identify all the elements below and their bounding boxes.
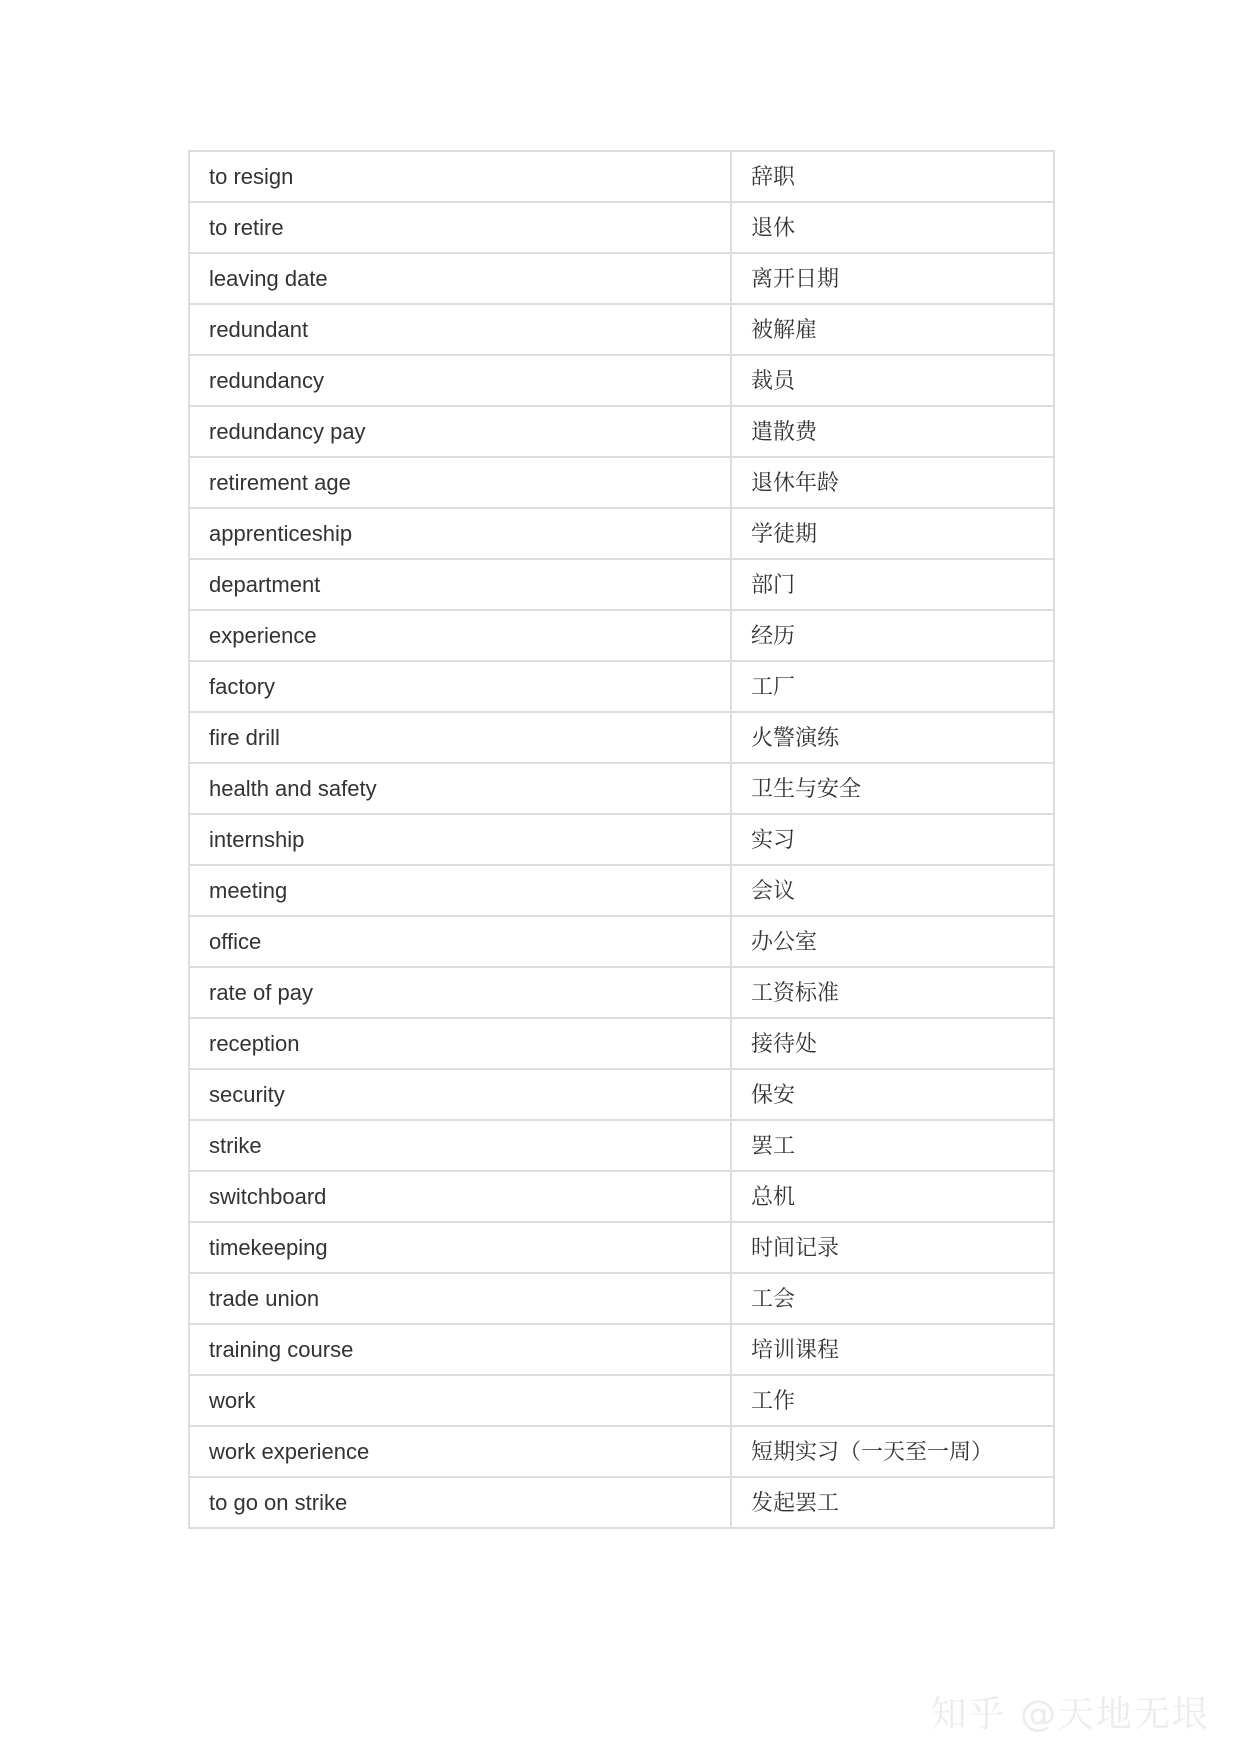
- chinese-translation: 遣散费: [731, 406, 1054, 457]
- table-row: [189, 1273, 1054, 1324]
- english-term: redundancy: [189, 355, 731, 406]
- english-term: to go on strike: [189, 1477, 731, 1528]
- table-row: [189, 1069, 1054, 1120]
- chinese-translation: 退休年龄: [731, 457, 1054, 508]
- english-term: trade union: [189, 1273, 731, 1324]
- english-term: retirement age: [189, 457, 731, 508]
- chinese-translation: 退休: [731, 202, 1054, 253]
- english-term: to resign: [189, 151, 731, 202]
- english-term: redundant: [189, 304, 731, 355]
- chinese-translation: 工资标准: [731, 967, 1054, 1018]
- chinese-translation: 离开日期: [731, 253, 1054, 304]
- english-term: internship: [189, 814, 731, 865]
- vocabulary-table: [188, 150, 1055, 1529]
- english-term: timekeeping: [189, 1222, 731, 1273]
- table-row: [189, 967, 1054, 1018]
- chinese-translation: 总机: [731, 1171, 1054, 1222]
- chinese-translation: 工作: [731, 1375, 1054, 1426]
- chinese-translation: 时间记录: [731, 1222, 1054, 1273]
- english-term: training course: [189, 1324, 731, 1375]
- chinese-translation: 保安: [731, 1069, 1054, 1120]
- table-row: [189, 763, 1054, 814]
- chinese-translation: 实习: [731, 814, 1054, 865]
- table-row: [189, 1477, 1054, 1528]
- chinese-translation: 发起罢工: [731, 1477, 1054, 1528]
- english-term: fire drill: [189, 712, 731, 763]
- chinese-translation: 学徒期: [731, 508, 1054, 559]
- english-term: rate of pay: [189, 967, 731, 1018]
- english-term: office: [189, 916, 731, 967]
- chinese-translation: 卫生与安全: [731, 763, 1054, 814]
- table-row: [189, 610, 1054, 661]
- english-term: factory: [189, 661, 731, 712]
- chinese-translation: 会议: [731, 865, 1054, 916]
- table-row: [189, 1018, 1054, 1069]
- table-row: [189, 508, 1054, 559]
- english-term: strike: [189, 1120, 731, 1171]
- table-row: [189, 1426, 1054, 1477]
- chinese-translation: 接待处: [731, 1018, 1054, 1069]
- english-term: reception: [189, 1018, 731, 1069]
- table-row: [189, 559, 1054, 610]
- chinese-translation: 被解雇: [731, 304, 1054, 355]
- table-row: [189, 1324, 1054, 1375]
- chinese-translation: 办公室: [731, 916, 1054, 967]
- chinese-translation: 工会: [731, 1273, 1054, 1324]
- chinese-translation: 部门: [731, 559, 1054, 610]
- chinese-translation: 火警演练: [731, 712, 1054, 763]
- table-row: [189, 457, 1054, 508]
- english-term: health and safety: [189, 763, 731, 814]
- table-row: [189, 253, 1054, 304]
- english-term: switchboard: [189, 1171, 731, 1222]
- table-row: [189, 661, 1054, 712]
- table-row: [189, 202, 1054, 253]
- chinese-translation: 经历: [731, 610, 1054, 661]
- table-row: [189, 151, 1054, 202]
- table-row: [189, 1120, 1054, 1171]
- english-term: security: [189, 1069, 731, 1120]
- english-term: work: [189, 1375, 731, 1426]
- chinese-translation: 裁员: [731, 355, 1054, 406]
- table-row: [189, 865, 1054, 916]
- chinese-translation: 短期实习（一天至一周）: [731, 1426, 1054, 1477]
- table-row: [189, 916, 1054, 967]
- english-term: to retire: [189, 202, 731, 253]
- table-row: [189, 1171, 1054, 1222]
- vocabulary-table-body: [189, 151, 1054, 1528]
- english-term: experience: [189, 610, 731, 661]
- table-row: [189, 712, 1054, 763]
- english-term: meeting: [189, 865, 731, 916]
- table-row: [189, 304, 1054, 355]
- table-row: [189, 1222, 1054, 1273]
- chinese-translation: 培训课程: [731, 1324, 1054, 1375]
- chinese-translation: 罢工: [731, 1120, 1054, 1171]
- english-term: apprenticeship: [189, 508, 731, 559]
- english-term: leaving date: [189, 253, 731, 304]
- chinese-translation: 工厂: [731, 661, 1054, 712]
- chinese-translation: 辞职: [731, 151, 1054, 202]
- english-term: work experience: [189, 1426, 731, 1477]
- table-row: [189, 814, 1054, 865]
- english-term: redundancy pay: [189, 406, 731, 457]
- table-row: [189, 355, 1054, 406]
- table-row: [189, 1375, 1054, 1426]
- watermark: 知乎 @天地无垠: [930, 1694, 1210, 1735]
- english-term: department: [189, 559, 731, 610]
- table-row: [189, 406, 1054, 457]
